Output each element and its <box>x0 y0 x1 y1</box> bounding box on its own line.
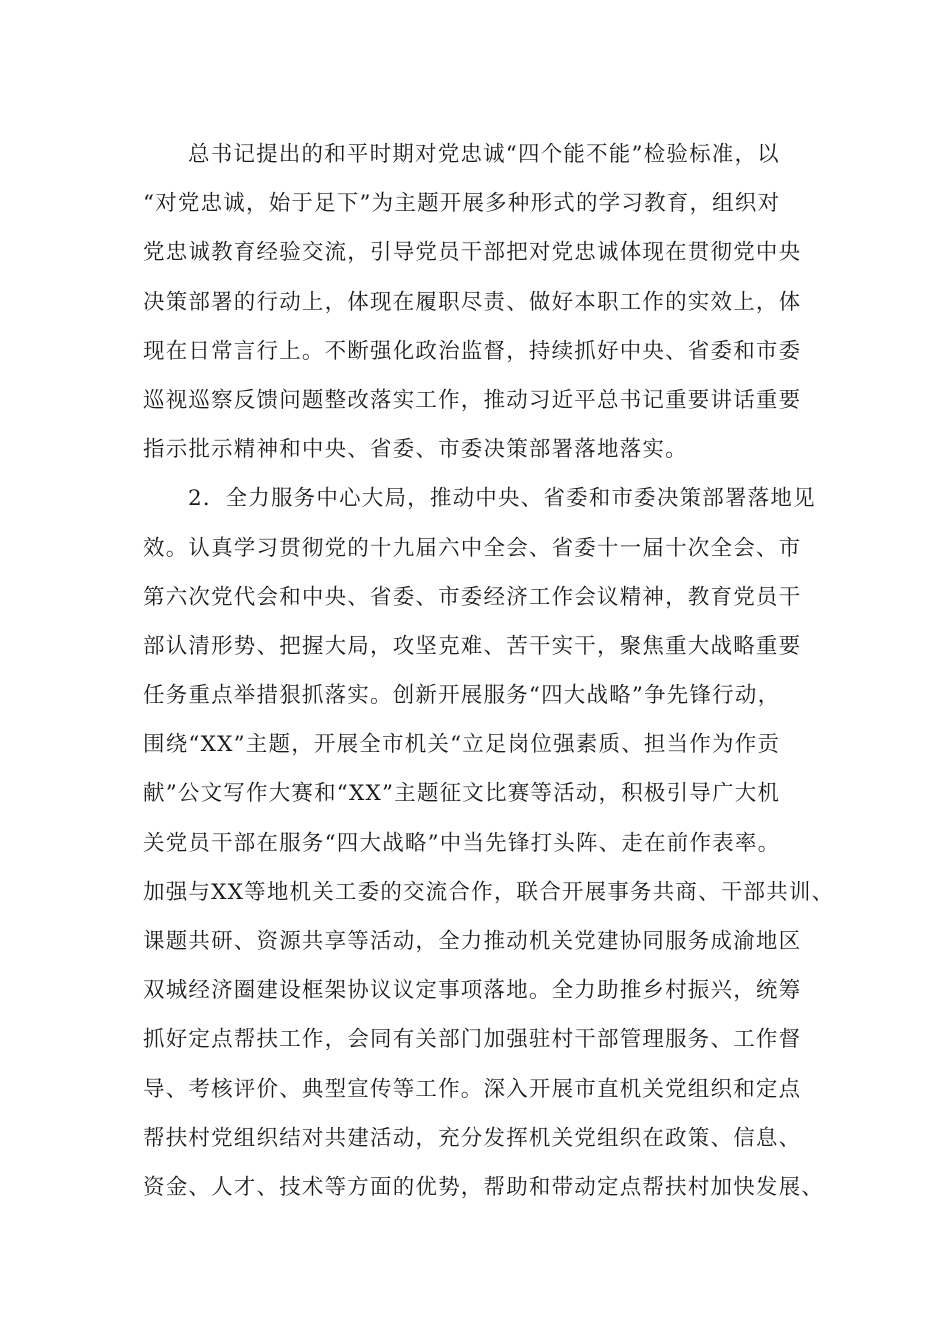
text-line: 效。认真学习贯彻党的十九届六中全会、省委十一届十次全会、市 <box>143 535 802 561</box>
text-line: 党忠诚教育经验交流，引导党员干部把对党忠诚体现在贯彻党中央 <box>143 240 802 266</box>
text-line: 抓好定点帮扶工作，会同有关部门加强驻村干部管理服务、工作督 <box>143 1027 802 1053</box>
text-line: 献”公文写作大赛和“XX”主题征文比赛等活动，积极引导广大机 <box>143 781 781 807</box>
text-line: 课题共研、资源共享等活动，全力推动机关党建协同服务成渝地区 <box>143 929 802 954</box>
text-line: 第六次党代会和中央、省委、市委经济工作会议精神，教育党员干 <box>143 584 802 610</box>
text-line: 指示批示精神和中央、省委、市委决策部署落地落实。 <box>143 437 688 463</box>
text-line: 帮扶村党组织结对共建活动，充分发挥机关党组织在政策、信息、 <box>143 1125 802 1151</box>
text-line: 导、考核评价、典型宣传等工作。深入开展市直机关党组织和定点 <box>143 1076 802 1102</box>
body-text <box>143 130 835 1212</box>
text-line: 围绕“XX”主题，开展全市机关“立足岗位强素质、担当作为作贡 <box>143 732 781 758</box>
text-line: 决策部署的行动上，体现在履职尽责、做好本职工作的实效上，体 <box>143 289 802 315</box>
text-line: 巡视巡察反馈问题整改落实工作，推动习近平总书记重要讲话重要 <box>143 387 802 413</box>
text-line: 总书记提出的和平时期对党忠诚“四个能不能”检验标准，以 <box>188 142 780 167</box>
text-line: 资金、人才、技术等方面的优势，帮助和带动定点帮扶村加快发展、 <box>143 1174 825 1200</box>
text-line: 现在日常言行上。不断强化政治监督，持续抓好中央、省委和市委 <box>143 338 802 364</box>
text-line: “对党忠诚，始于足下”为主题开展多种形式的学习教育，组织对 <box>143 191 781 217</box>
section-heading-line: 2．全力服务中心大局，推动中央、省委和市委决策部署落地见 <box>188 486 816 512</box>
text-line: 任务重点举措狠抓落实。创新开展服务“四大战略”争先锋行动， <box>143 683 781 709</box>
text-line: 加强与XX等地机关工委的交流合作，联合开展事务共商、干部共训、 <box>143 879 835 905</box>
text-line: 双城经济圈建设框架协议议定事项落地。全力助推乡村振兴，统筹 <box>143 978 802 1004</box>
text-line: 部认清形势、把握大局，攻坚克难、苦干实干，聚焦重大战略重要 <box>143 633 802 659</box>
text-line: 关党员干部在服务“四大战略”中当先锋打头阵、走在前作表率。 <box>143 830 781 856</box>
